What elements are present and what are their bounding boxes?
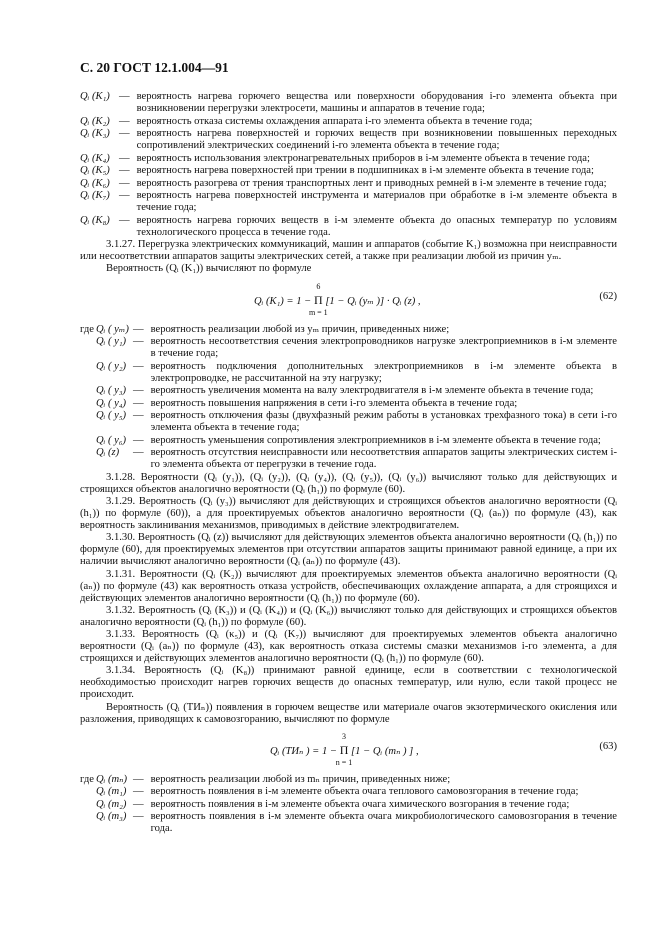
definition-item bbox=[80, 116, 617, 128]
document-page bbox=[80, 60, 617, 836]
dash: — bbox=[133, 798, 144, 810]
formula-62-number: (62) bbox=[599, 290, 617, 302]
definition-text: вероятность нагрева горючих веществ в i-м элементе объекта до опасных температур по условиям технологического процесса в течение года. bbox=[136, 214, 617, 238]
dash: — bbox=[133, 434, 144, 446]
definition-item bbox=[80, 398, 617, 410]
dash: — bbox=[133, 397, 144, 409]
dash: — bbox=[133, 447, 144, 459]
dash: — bbox=[119, 115, 130, 127]
definition-text: вероятность разогрева от трения транспортных лент и приводных ремней в i-м элементе в течение года; bbox=[136, 177, 607, 189]
dash: — bbox=[119, 214, 130, 226]
definition-item bbox=[80, 324, 617, 336]
dash: — bbox=[119, 91, 130, 102]
definition-text: вероятность уменьшения сопротивления электроприемников в i-м элементе объекта в течение года; bbox=[150, 434, 601, 446]
definition-term: Qᵢ (K₅) bbox=[80, 165, 110, 177]
formula-63-upper: 3 bbox=[342, 731, 347, 741]
formula-62-rhs: [1 − Qᵢ (yₘ )] · Qᵢ (z) , bbox=[325, 295, 421, 307]
dash: — bbox=[133, 811, 144, 823]
where-label bbox=[80, 398, 96, 410]
dash: — bbox=[133, 323, 144, 335]
formula-63-number: (63) bbox=[599, 740, 617, 752]
where-label bbox=[80, 447, 96, 471]
dash: — bbox=[119, 152, 130, 164]
definition-item bbox=[80, 153, 617, 165]
definition-term: Qᵢ (K₈) bbox=[80, 214, 110, 226]
definition-term: Qᵢ (m₁) bbox=[96, 786, 127, 798]
paragraph: 3.1.30. Вероятность (Qᵢ (z)) вычисляют для действующих элементов объекта аналогично вероятности (Qᵢ (h₁)) по формуле (60), для проектируемых элементов при отсутствии аппаратов защиты принимают равной единице, а при их наличии вычисляют аналогично вероятности (Qᵢ (aₙ)) по формуле (43). bbox=[80, 532, 617, 568]
formula-63-lower: n = 1 bbox=[335, 757, 353, 767]
definition-item bbox=[80, 799, 617, 811]
definition-term: Qᵢ (K₂) bbox=[80, 115, 110, 127]
where-label bbox=[80, 435, 96, 447]
definition-term: Qᵢ ( y₆) bbox=[96, 434, 127, 446]
definitions-list-m bbox=[80, 774, 617, 836]
where-label bbox=[80, 811, 96, 835]
definition-term: Qᵢ (K₃) bbox=[80, 128, 110, 140]
definition-text: вероятность реализации любой из yₘ причин, приведенных ниже; bbox=[150, 323, 450, 335]
formula-63 bbox=[80, 732, 617, 770]
product-symbol: Π 3 n = 1 bbox=[340, 744, 349, 756]
where-label bbox=[80, 336, 96, 360]
definition-text: вероятность нагрева поверхностей инструмента и материалов при обработке в i-м элементе объекта в течение года; bbox=[136, 190, 617, 214]
definition-item bbox=[80, 165, 617, 177]
definition-item bbox=[80, 774, 617, 786]
definition-text: вероятность нагрева горючего вещества или поверхности оборудования i-го элемента объекта при возникновении перегрузки электросети, машины и аппаратов в течение года; bbox=[136, 91, 617, 115]
where-label bbox=[80, 799, 96, 811]
paragraph: 3.1.32. Вероятность (Qᵢ (K₃)) и (Qᵢ (K₄)) и (Qᵢ (K₆)) вычисляют только для действующих и строящихся объектов аналогично вероятности (Qᵢ (h₁)) по формуле (60). bbox=[80, 604, 617, 628]
definition-text: вероятность отказа системы охлаждения аппарата i-го элемента объекта в течение года; bbox=[136, 115, 533, 127]
dash: — bbox=[119, 128, 130, 140]
definitions-list-y bbox=[80, 324, 617, 472]
dash: — bbox=[119, 177, 130, 189]
definition-text: вероятность отсутствия неисправности или несоответствия аппаратов защиты электрических систем i-го элемента объекта от перегрузки в течение года. bbox=[150, 447, 617, 471]
definition-text: вероятность отключения фазы (двухфазный режим работы в установках трехфазного тока) в сети i-го элемента объекта в течение года; bbox=[150, 410, 617, 434]
definition-text: вероятность несоответствия сечения электропроводников нагрузке электроприемников в i-м элементе в течение года; bbox=[150, 336, 617, 360]
paragraph: 3.1.28. Вероятности (Qᵢ (y₁)), (Qᵢ (y₂)), (Qᵢ (y₄)), (Qᵢ (y₅)), (Qᵢ (y₆)) вычисляют только для действующих и строящихся объектов аналогично вероятности (Qᵢ (h₁)) по формуле (60). bbox=[80, 471, 617, 495]
paragraph: 3.1.34. Вероятность (Qᵢ (K₈)) принимают равной единице, если в соответствии с технологической необходимостью происходит нагрев горючих веществ до опасных температур, или нулю, если такой процесс не происходит. bbox=[80, 665, 617, 701]
where-label: где bbox=[80, 323, 94, 335]
dash: — bbox=[119, 165, 130, 177]
definition-item bbox=[80, 361, 617, 385]
definition-term: Qᵢ ( y₂) bbox=[96, 360, 127, 372]
paragraphs bbox=[80, 472, 617, 726]
formula-63-rhs: [1 − Qᵢ (mₙ ) ] , bbox=[351, 745, 419, 757]
definition-item bbox=[80, 811, 617, 835]
definition-text: вероятность появления в i-м элементе объекта очага теплового самовозгорания в течение года; bbox=[150, 786, 579, 798]
definition-term: Qᵢ ( y₁) bbox=[96, 336, 127, 348]
paragraph: 3.1.29. Вероятность (Qᵢ (y₃)) вычисляют для действующих и строящихся объектов аналогично вероятности (Qᵢ (h₁)) по формуле (60)), а для проектируемых объектов аналогично вероятности (Qᵢ (aₙ)) по формуле (43), как вероятность заклинивания механизмов, приводимых в действие электродвигателем. bbox=[80, 495, 617, 532]
formula-62 bbox=[80, 282, 617, 320]
where-label bbox=[80, 361, 96, 385]
definition-item bbox=[80, 128, 617, 152]
formula-63-lhs: Qᵢ (ТИₙ ) = 1 − bbox=[270, 745, 338, 757]
dash: — bbox=[133, 385, 144, 397]
definition-item bbox=[80, 336, 617, 360]
definition-item bbox=[80, 410, 617, 434]
dash: — bbox=[133, 410, 144, 422]
where-label bbox=[80, 385, 96, 397]
definition-term: Qᵢ (K₄) bbox=[80, 152, 110, 164]
definition-item bbox=[80, 215, 617, 239]
definition-text: вероятность увеличения момента на валу электродвигателя в i-м элементе объекта в течение года; bbox=[150, 385, 594, 397]
definition-term: Qᵢ (K₁) bbox=[80, 91, 110, 102]
definition-item bbox=[80, 178, 617, 190]
where-label bbox=[80, 786, 96, 798]
definitions-list-k bbox=[80, 91, 617, 239]
definition-term: Qᵢ (z) bbox=[96, 447, 120, 459]
dash: — bbox=[133, 786, 144, 798]
definition-term: Qᵢ (m₃) bbox=[96, 811, 127, 823]
dash: — bbox=[119, 190, 130, 202]
definition-term: Qᵢ ( y₃) bbox=[96, 385, 127, 397]
definition-item bbox=[80, 190, 617, 214]
definition-item bbox=[80, 91, 617, 115]
definition-term: Qᵢ (K₇) bbox=[80, 190, 110, 202]
definition-text: вероятность повышения напряжения в сети i-го элемента объекта в течение года; bbox=[150, 397, 518, 409]
definition-item bbox=[80, 435, 617, 447]
definition-item bbox=[80, 385, 617, 397]
definition-text: вероятность нагрева поверхностей при трении в подшипниках в i-м элементе объекта в течение года; bbox=[136, 165, 594, 177]
dash: — bbox=[133, 773, 144, 785]
formula-62-lower: m = 1 bbox=[308, 307, 328, 317]
definition-text: вероятность использования электронагревательных приборов в i-м элементе объекта в течение года; bbox=[136, 152, 590, 164]
where-label bbox=[80, 410, 96, 434]
definition-text: вероятность подключения дополнительных электроприемников в i-м элементе объекта в электропроводке, не рассчитанной на эту нагрузку; bbox=[150, 360, 617, 384]
page-header: С. 20 ГОСТ 12.1.004—91 bbox=[80, 60, 229, 75]
definition-term: Qᵢ ( y₄) bbox=[96, 397, 127, 409]
definition-text: вероятность появления в i-м элементе объекта очага микробиологического самовозгорания в течение года. bbox=[150, 811, 617, 835]
definition-term: Qᵢ (K₆) bbox=[80, 177, 110, 189]
definition-term: Qᵢ (m₂) bbox=[96, 798, 127, 810]
formula-62-lhs: Qᵢ (K₁) = 1 − bbox=[254, 295, 312, 307]
definition-term: Qᵢ ( yₘ) bbox=[96, 323, 129, 335]
definition-text: вероятность появления в i-м элементе объекта очага химического возгорания в течение года; bbox=[150, 798, 570, 810]
dash: — bbox=[133, 336, 144, 348]
product-symbol: Π 6 m = 1 bbox=[314, 294, 323, 306]
definition-text: вероятность реализации любой из mₙ причин, приведенных ниже; bbox=[150, 773, 451, 785]
definition-term: Qᵢ (mₙ) bbox=[96, 773, 127, 785]
definition-text: вероятность нагрева поверхностей и горючих веществ при возникновении повышенных переходных сопротивлений электрических соединений i-го элемента объекта в течение года; bbox=[136, 128, 617, 152]
paragraph: Вероятность (Qᵢ (ТИₙ)) появления в горючем веществе или материале очагов экзотермического окисления или разложения, приводящих к самовозгоранию, вычисляют по формуле bbox=[80, 701, 617, 725]
paragraph-prob-k1: Вероятность (Qᵢ (K₁)) вычисляют по формуле bbox=[106, 263, 312, 275]
paragraph-3-1-27: 3.1.27. Перегрузка электрических коммуникаций, машин и аппаратов (событие K₁) возможна при неисправности или несоответствии аппаратов защиты электрических сетей, а также при реализации любой из причин yₘ. bbox=[80, 239, 617, 263]
paragraph: 3.1.33. Вероятность (Qᵢ (κ₅)) и (Qᵢ (K₇)) вычисляют для проектируемых элементов объекта аналогично вероятности (Qᵢ (aₙ)) по формуле (43), как вероятность отказа системы смазки механизмов i-го элемента, а для строящихся и действующих элементов аналогично вероятности (Qᵢ (h₁)) по формуле (60). bbox=[80, 629, 617, 665]
paragraph: 3.1.31. Вероятности (Qᵢ (K₂)) вычисляют для проектируемых элементов объекта аналогично вероятности (Qᵢ (aₙ)) по формуле (43) как вероятность отказа устройств, обеспечивающих охлаждение аппарата, а для строящихся и действующих элементов аналогично вероятности (Qᵢ (h₁)) по формуле (60). bbox=[80, 568, 617, 604]
definition-item bbox=[80, 447, 617, 471]
where-label: где bbox=[80, 773, 94, 785]
definition-item bbox=[80, 786, 617, 798]
formula-62-upper: 6 bbox=[316, 281, 321, 291]
dash: — bbox=[133, 360, 144, 372]
definition-term: Qᵢ ( y₅) bbox=[96, 410, 127, 422]
